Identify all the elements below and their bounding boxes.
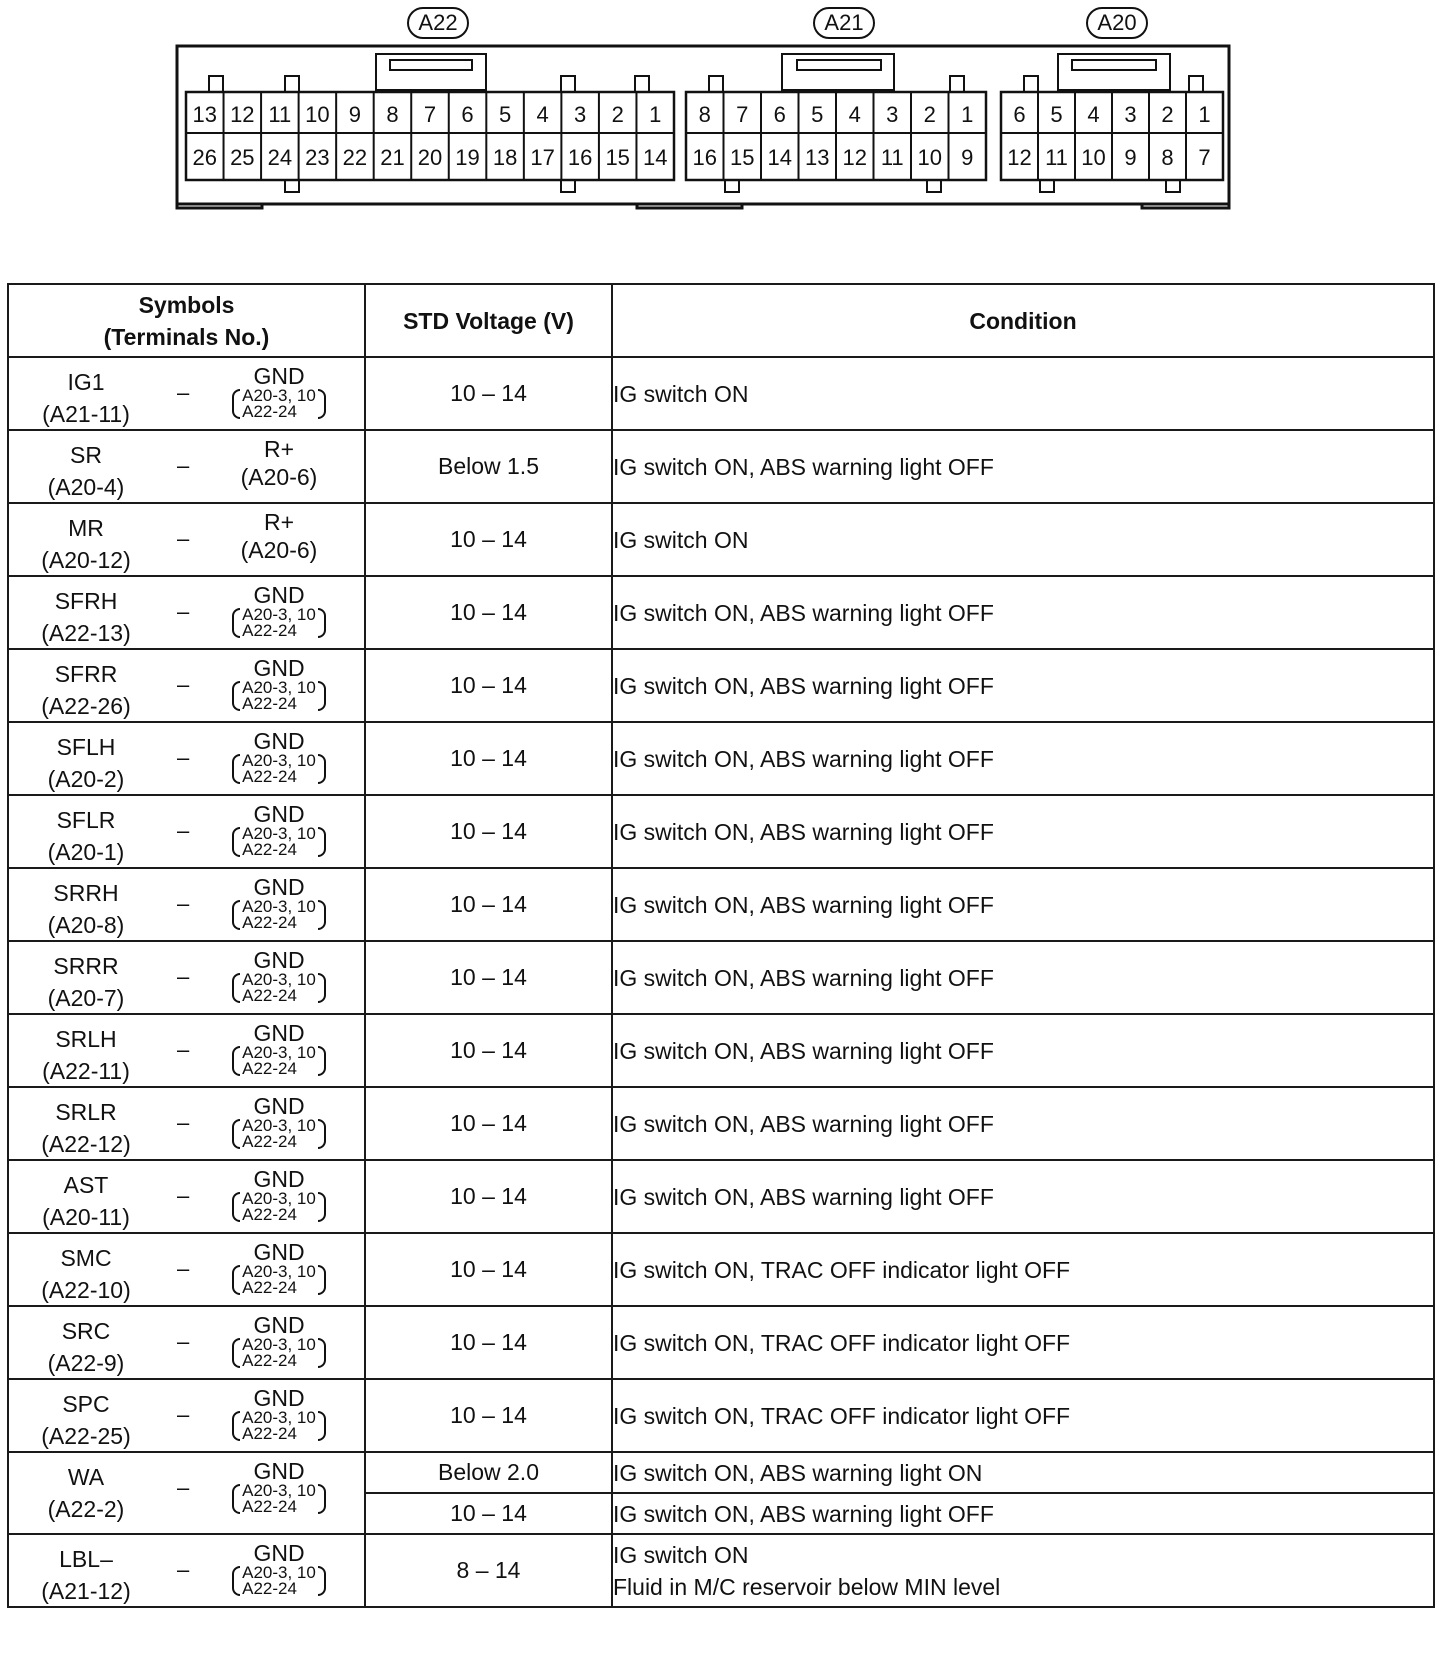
std-voltage: 10 – 14	[365, 1379, 612, 1452]
svg-text:A20: A20	[1097, 10, 1137, 35]
condition: IG switch ON, ABS warning light ON	[612, 1452, 1434, 1493]
dash: –	[177, 745, 190, 770]
condition: IG switch ON, TRAC OFF indicator light OFF	[612, 1379, 1434, 1452]
gnd-terminals: A20-3, 10 A22-24	[232, 1337, 326, 1369]
signal-terminal: (A22-13)	[41, 620, 131, 646]
signal-terminal: (A20-4)	[47, 474, 125, 500]
std-voltage: Below 2.0	[365, 1452, 612, 1493]
dash: –	[177, 1475, 190, 1500]
symbol-cell	[9, 504, 364, 575]
signal-terminal: (A20-2)	[47, 766, 125, 792]
signal-symbol: SRRH	[53, 880, 119, 906]
symbol-cell	[9, 1161, 364, 1232]
pin-label: 11	[1045, 145, 1068, 170]
pin-label: 9	[348, 102, 362, 127]
signal-terminal: (A21-11)	[42, 401, 130, 427]
ref-symbol: GND	[253, 874, 305, 900]
connector-label-a22	[408, 8, 468, 38]
symbol-cell	[9, 1015, 364, 1086]
pin-label: 12	[1007, 145, 1032, 170]
ref-symbol: GND	[253, 801, 305, 827]
table-row	[8, 576, 1434, 649]
symbol-cell	[9, 1234, 364, 1305]
signal-terminal: (A20-1)	[47, 839, 125, 865]
pin-label: 1	[961, 102, 974, 127]
std-voltage: 10 – 14	[365, 1160, 612, 1233]
signal-symbol: SFRR	[54, 661, 118, 687]
pin-label: 16	[567, 145, 593, 170]
pin-label: 9	[961, 145, 974, 170]
header-symbols: Symbols (Terminals No.)	[8, 284, 365, 357]
gnd-terminals: A20-3, 10 A22-24	[232, 607, 326, 639]
gnd-terminals: A20-3, 10 A22-24	[232, 972, 326, 1004]
pin-label: 20	[417, 145, 443, 170]
signal-terminal: (A22-26)	[41, 693, 131, 719]
pin-label: 19	[455, 145, 480, 170]
dash: –	[177, 1110, 190, 1135]
ref-symbol: GND	[253, 728, 305, 754]
table-row	[8, 868, 1434, 941]
pin-label: 13	[805, 145, 830, 170]
std-voltage: Below 1.5	[365, 430, 612, 503]
signal-symbol: AST	[63, 1172, 109, 1198]
symbol-cell	[9, 358, 364, 429]
pin-label: 8	[698, 102, 711, 127]
gnd-terminals: A20-3, 10 A22-24	[232, 1045, 326, 1077]
connector-label-a21	[814, 8, 874, 38]
pin-label: 3	[1124, 102, 1137, 127]
ref-symbol: GND	[253, 947, 305, 973]
dash: –	[177, 1329, 190, 1354]
ref-symbol: GND	[253, 1458, 305, 1484]
symbol-cell	[9, 1535, 364, 1606]
dash: –	[177, 1402, 190, 1427]
signal-symbol: LBL–	[59, 1546, 113, 1572]
table-row	[8, 1014, 1434, 1087]
symbol-cell	[9, 1088, 364, 1159]
pin-label: 2	[923, 102, 936, 127]
signal-terminal: (A22-25)	[41, 1423, 131, 1449]
ref-symbol: GND	[253, 655, 305, 681]
table-row	[8, 1379, 1434, 1452]
symbol-cell	[9, 942, 364, 1013]
condition: IG switch ON, ABS warning light OFF	[612, 649, 1434, 722]
dash: –	[177, 1557, 190, 1582]
dash: –	[177, 891, 190, 916]
gnd-terminals: A20-3, 10 A22-24	[232, 1483, 326, 1515]
table-row	[8, 1160, 1434, 1233]
condition: IG switch ON, TRAC OFF indicator light OFF	[612, 1306, 1434, 1379]
pin-label: 13	[192, 102, 218, 127]
gnd-terminals: A20-3, 10 A22-24	[232, 680, 326, 712]
table-row	[8, 1087, 1434, 1160]
signal-terminal: (A22-2)	[47, 1496, 125, 1522]
symbol-cell	[9, 431, 364, 502]
ref-symbol: GND	[253, 1385, 305, 1411]
symbol-cell	[9, 1307, 364, 1378]
symbol-cell	[9, 869, 364, 940]
std-voltage: 10 – 14	[365, 576, 612, 649]
symbol-cell	[9, 1453, 364, 1533]
condition: IG switch ON	[612, 357, 1434, 430]
std-voltage: 10 – 14	[365, 649, 612, 722]
signal-symbol: SFLH	[56, 734, 116, 760]
ref-symbol: GND	[253, 582, 305, 608]
pin-label: 10	[305, 102, 330, 127]
table-row-wa	[8, 1452, 1434, 1493]
gnd-terminals: A20-3, 10 A22-24	[232, 1118, 326, 1150]
pin-label: 17	[530, 145, 555, 170]
signal-terminal: (A20-8)	[47, 912, 125, 938]
pin-label: 7	[423, 102, 437, 127]
ref-symbol: GND	[253, 1239, 305, 1265]
svg-text:A21: A21	[824, 10, 864, 35]
dash: –	[177, 672, 190, 697]
ref-symbol: GND	[253, 363, 305, 389]
signal-terminal: (A21-12)	[41, 1578, 131, 1604]
pin-label: 8	[1161, 145, 1174, 170]
std-voltage: 10 – 14	[365, 1014, 612, 1087]
gnd-terminals: A20-3, 10 A22-24	[232, 1264, 326, 1296]
pin-label: 10	[917, 145, 942, 170]
signal-symbol: SR	[70, 442, 102, 468]
symbol-cell	[9, 650, 364, 721]
pin-label: 15	[730, 145, 755, 170]
std-voltage: 10 – 14	[365, 1493, 612, 1534]
signal-terminal: (A22-9)	[47, 1350, 125, 1376]
table-row	[8, 1233, 1434, 1306]
pin-label: 4	[536, 102, 549, 127]
symbol-cell	[9, 1380, 364, 1451]
pin-label: 6	[461, 102, 474, 127]
table-row	[8, 941, 1434, 1014]
connector-a20	[1001, 54, 1223, 192]
table-row	[8, 430, 1434, 503]
pin-label: 12	[842, 145, 867, 170]
symbol-cell	[9, 796, 364, 867]
pin-label: 26	[192, 145, 218, 170]
dash: –	[177, 1183, 190, 1208]
pin-label: 6	[773, 102, 786, 127]
gnd-terminals: A20-3, 10 A22-24	[232, 1191, 326, 1223]
pin-label: 16	[692, 145, 717, 170]
signal-symbol: IG1	[67, 369, 105, 395]
pin-label: 9	[1124, 145, 1137, 170]
std-voltage: 10 – 14	[365, 722, 612, 795]
symbol-cell	[9, 577, 364, 648]
condition: IG switch ON, ABS warning light OFF	[612, 868, 1434, 941]
table-row	[8, 503, 1434, 576]
connector-a22	[186, 54, 674, 192]
std-voltage: 10 – 14	[365, 357, 612, 430]
pin-label: 7	[1198, 145, 1211, 170]
condition: IG switch ON, ABS warning light OFF	[612, 576, 1434, 649]
std-voltage: 10 – 14	[365, 941, 612, 1014]
dash: –	[177, 964, 190, 989]
pin-label: 4	[1087, 102, 1100, 127]
signal-terminal: (A22-11)	[42, 1058, 130, 1084]
pin-label: 8	[386, 102, 399, 127]
pin-label: 5	[1050, 102, 1063, 127]
condition: IG switch ON, ABS warning light OFF	[612, 795, 1434, 868]
signal-terminal: (A20-11)	[42, 1204, 130, 1230]
signal-symbol: MR	[68, 515, 104, 541]
dash: –	[177, 599, 190, 624]
condition: IG switch ON, ABS warning light OFF	[612, 430, 1434, 503]
condition: IG switch ON	[612, 503, 1434, 576]
connector-a21	[686, 54, 986, 192]
std-voltage: 10 – 14	[365, 503, 612, 576]
signal-symbol: SFLR	[56, 807, 116, 833]
pin-label: 3	[886, 102, 899, 127]
pin-label: 2	[611, 102, 624, 127]
pin-label: 23	[305, 145, 330, 170]
pin-label: 14	[767, 145, 792, 170]
ref-terminal: (A20-6)	[240, 464, 318, 490]
ref-symbol: GND	[253, 1020, 305, 1046]
signal-terminal: (A20-7)	[47, 985, 125, 1011]
pin-label: 12	[230, 102, 255, 127]
signal-symbol: SRLH	[55, 1026, 117, 1052]
std-voltage: 10 – 14	[365, 795, 612, 868]
signal-terminal: (A22-10)	[41, 1277, 131, 1303]
header-std-voltage: STD Voltage (V)	[365, 284, 612, 357]
gnd-terminals: A20-3, 10 A22-24	[232, 899, 326, 931]
gnd-terminals: A20-3, 10 A22-24	[232, 1410, 326, 1442]
std-voltage: 10 – 14	[365, 1233, 612, 1306]
table-row	[8, 795, 1434, 868]
dash: –	[177, 1256, 190, 1281]
condition: IG switch ON, ABS warning light OFF	[612, 1160, 1434, 1233]
header-condition: Condition	[612, 284, 1434, 357]
std-voltage: 8 – 14	[365, 1534, 612, 1607]
pin-label: 25	[230, 145, 255, 170]
ref-symbol: GND	[253, 1093, 305, 1119]
ref-symbol: R+	[263, 436, 295, 462]
pin-label: 2	[1161, 102, 1174, 127]
signal-symbol: WA	[67, 1464, 105, 1490]
table-row	[8, 357, 1434, 430]
ref-symbol: R+	[263, 509, 295, 535]
ref-symbol: GND	[253, 1166, 305, 1192]
pin-label: 1	[1198, 102, 1211, 127]
dash: –	[177, 453, 190, 478]
pin-label: 5	[811, 102, 824, 127]
symbol-cell	[9, 723, 364, 794]
terminal-voltage-table	[7, 283, 1435, 1608]
dash: –	[177, 526, 190, 551]
condition: IG switch ON, ABS warning light OFF	[612, 1493, 1434, 1534]
signal-symbol: SFRH	[54, 588, 118, 614]
table-row	[8, 722, 1434, 795]
pin-label: 11	[268, 102, 292, 127]
pin-label: 10	[1081, 145, 1106, 170]
condition: IG switch ON, ABS warning light OFF	[612, 722, 1434, 795]
pin-label: 21	[380, 145, 405, 170]
gnd-terminals: A20-3, 10 A22-24	[232, 826, 326, 858]
signal-symbol: SMC	[60, 1245, 112, 1271]
pin-label: 24	[267, 145, 293, 170]
std-voltage: 10 – 14	[365, 1087, 612, 1160]
table-row	[8, 1306, 1434, 1379]
signal-symbol: SRRR	[53, 953, 119, 979]
condition: IG switch ON, TRAC OFF indicator light OFF	[612, 1233, 1434, 1306]
signal-symbol: SPC	[62, 1391, 110, 1417]
condition: IG switch ON Fluid in M/C reservoir below MIN level	[612, 1534, 1434, 1607]
dash: –	[177, 818, 190, 843]
gnd-terminals: A20-3, 10 A22-24	[232, 1565, 326, 1597]
pin-label: 18	[492, 145, 518, 170]
pin-label: 5	[498, 102, 512, 127]
table-row-lbl	[8, 1534, 1434, 1607]
condition: IG switch ON, ABS warning light OFF	[612, 1014, 1434, 1087]
gnd-terminals: A20-3, 10 A22-24	[232, 753, 326, 785]
signal-symbol: SRC	[61, 1318, 111, 1344]
dash: –	[177, 380, 190, 405]
std-voltage: 10 – 14	[365, 1306, 612, 1379]
pin-label: 15	[605, 145, 630, 170]
pin-label: 11	[880, 145, 904, 170]
signal-terminal: (A22-12)	[41, 1131, 131, 1157]
ref-symbol: GND	[253, 1540, 305, 1566]
dash: –	[177, 1037, 190, 1062]
pin-label: 6	[1013, 102, 1026, 127]
pin-label: 3	[574, 102, 587, 127]
pin-label: 14	[642, 145, 668, 170]
svg-text:A22: A22	[418, 10, 458, 35]
pin-label: 7	[736, 102, 749, 127]
table-row	[8, 649, 1434, 722]
std-voltage: 10 – 14	[365, 868, 612, 941]
pin-label: 22	[342, 145, 368, 170]
gnd-terminals: A20-3, 10 A22-24	[232, 388, 326, 420]
connector-label-a20	[1087, 8, 1147, 38]
ref-symbol: GND	[253, 1312, 305, 1338]
connector-diagram	[0, 0, 1456, 230]
condition: IG switch ON, ABS warning light OFF	[612, 1087, 1434, 1160]
signal-terminal: (A20-12)	[41, 547, 131, 573]
pin-label: 4	[848, 102, 861, 127]
pin-label: 1	[649, 102, 662, 127]
signal-symbol: SRLR	[55, 1099, 117, 1125]
ref-terminal: (A20-6)	[240, 537, 318, 563]
condition: IG switch ON, ABS warning light OFF	[612, 941, 1434, 1014]
